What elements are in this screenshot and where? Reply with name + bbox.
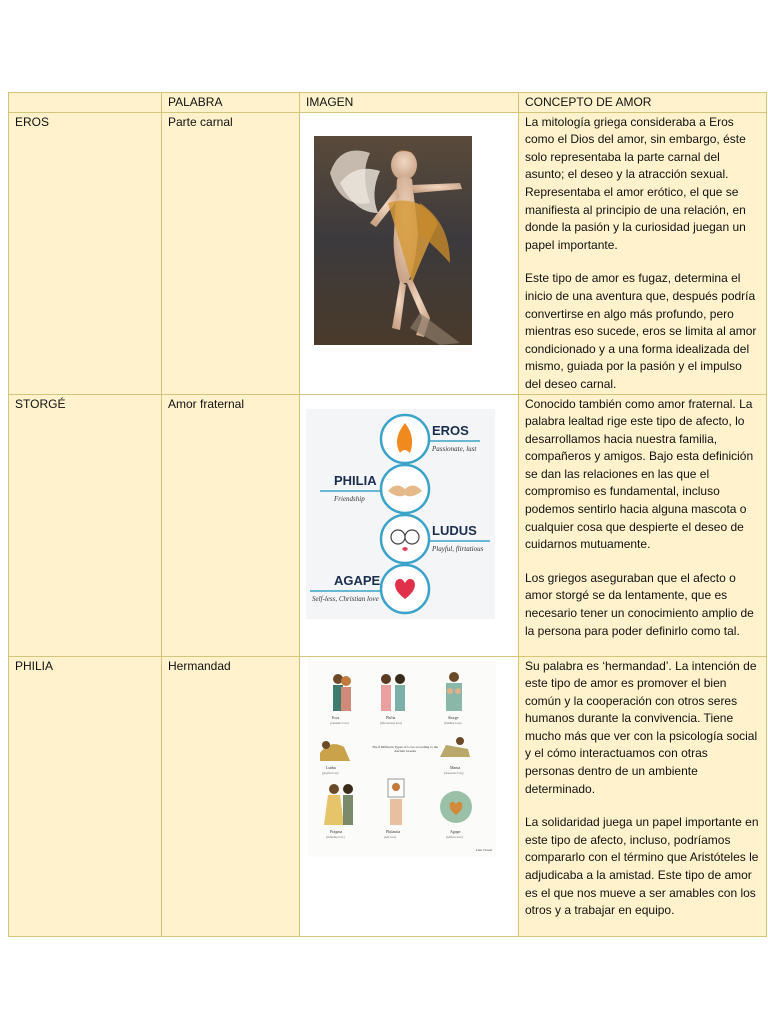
header-imagen: IMAGEN: [300, 93, 519, 113]
poster-figure-agape: [440, 791, 472, 823]
header-palabra: PALABRA: [162, 93, 300, 113]
info-title-ludus: LUDUS: [432, 522, 477, 538]
image-cell-storge: [300, 394, 519, 656]
table-row-philia: [9, 656, 767, 936]
info-sub-ludus: Playful, flirtatious: [432, 544, 484, 553]
palabra-storge: Amor fraternal: [162, 394, 300, 656]
type-name-storge: STORGÉ: [9, 394, 162, 656]
love-types-table: [8, 92, 767, 937]
header-row: [9, 93, 767, 113]
concepto-philia: [519, 656, 767, 936]
poster-label-pragma: Pragma: [330, 828, 343, 834]
palabra-eros: Parte carnal: [162, 112, 300, 394]
poster-center-text: The 8 Different Types of Love according to the Ancient Greeks: [371, 744, 439, 753]
info-sub-philia: Friendship: [334, 494, 365, 503]
poster-label-ludus: Ludus: [326, 764, 336, 770]
table-row-eros: [9, 112, 767, 394]
concepto-eros-p2: Este tipo de amor es fugaz, determina el inicio de una aventura que, después podría convertirse en algo más profundo, pero mientras eso sucede, eros se limita al amor condicionado y a una forma idealizada del mismo, guiada por la pasión y el impulso del deseo carnal.: [525, 271, 757, 391]
concepto-philia-p1: Su palabra es ‘hermandad’. La intención de este tipo de amor es promover el bien común y la cooperación con otros seres humanos durante la convivencia. Tiene mucho más que ver con la psicología social y el cómo interactuamos con otras personas dentro de un ambiente determinado.: [525, 658, 758, 796]
poster-label-eros: Eros: [332, 714, 340, 720]
poster-label-agape: Agape: [450, 828, 461, 834]
eight-loves-poster: [300, 657, 519, 857]
info-title-philia: PHILIA: [334, 472, 377, 488]
concepto-eros: [519, 112, 767, 394]
image-cell-philia: [300, 656, 519, 936]
concepto-storge-p1: Conocido también como amor fraternal. La palabra lealtad rige este tipo de afecto, lo desarrollamos hacia nuestra familia, compañeros y amigos. Bajo esta definición se dan las relaciones en las que el compromiso es fundamental, incluso podemos sentirlo hacia alguna mascota o cualquier cosa que despierte el deseo de cuidarnos mutuamente.: [525, 396, 754, 552]
poster-signature: Lisa Cloud: [476, 847, 492, 852]
type-name-eros: EROS: [9, 112, 162, 394]
table-row-storge: [9, 394, 767, 656]
poster-label-mania: Mania: [450, 764, 461, 770]
info-sub-eros: Passionate, lust: [432, 444, 477, 453]
concepto-eros-p1: La mitología griega consideraba a Eros como el Dios del amor, sin embargo, éste solo representaba la parte carnal del asunto; el deseo y la atracción sexual. Representaba el amor erótico, el que se manifiesta al principio de una relación, en donde la pasión y la curiosidad juegan un papel importante.: [525, 114, 746, 252]
info-title-eros: EROS: [432, 422, 469, 438]
palabra-philia: Hermandad: [162, 656, 300, 936]
concepto-storge: [519, 394, 767, 656]
poster-figure-eros: [333, 674, 351, 711]
info-sub-agape: Self-less, Christian love: [312, 594, 379, 603]
concepto-philia-p2: La solidaridad juega un papel importante en este tipo de afecto, incluso, podríamos compararlo con el término que Aristóteles le adjudicaba a la amistad. Este tipo de amor es el que nos mueve a ser amables con los otros y a trabajar en equipo.: [525, 815, 759, 918]
header-concepto: CONCEPTO DE AMOR: [519, 93, 767, 113]
image-cell-eros: [300, 112, 519, 394]
poster-label-philautia: Philautia: [386, 828, 401, 834]
header-cell-empty: [9, 93, 162, 113]
eros-painting: [300, 113, 519, 373]
svg-text:(romantic love) (aff: (romantic love) (affectionate love) (familiar love) (playful love) (obsessive love) (enduring love) (self love) (selfless love): [322, 720, 464, 839]
concepto-storge-p2: Los griegos aseguraban que el afecto o amor storgé se da lentamente, que es necesario tener un conocimiento amplio de la persona para poder definirlo como tal.: [525, 570, 754, 638]
type-name-philia: PHILIA: [9, 656, 162, 936]
info-title-agape: AGAPE: [334, 572, 381, 588]
poster-label-storge: Storge: [448, 714, 459, 720]
love-types-infographic: [300, 395, 519, 635]
poster-label-philia: Philia: [386, 714, 396, 720]
